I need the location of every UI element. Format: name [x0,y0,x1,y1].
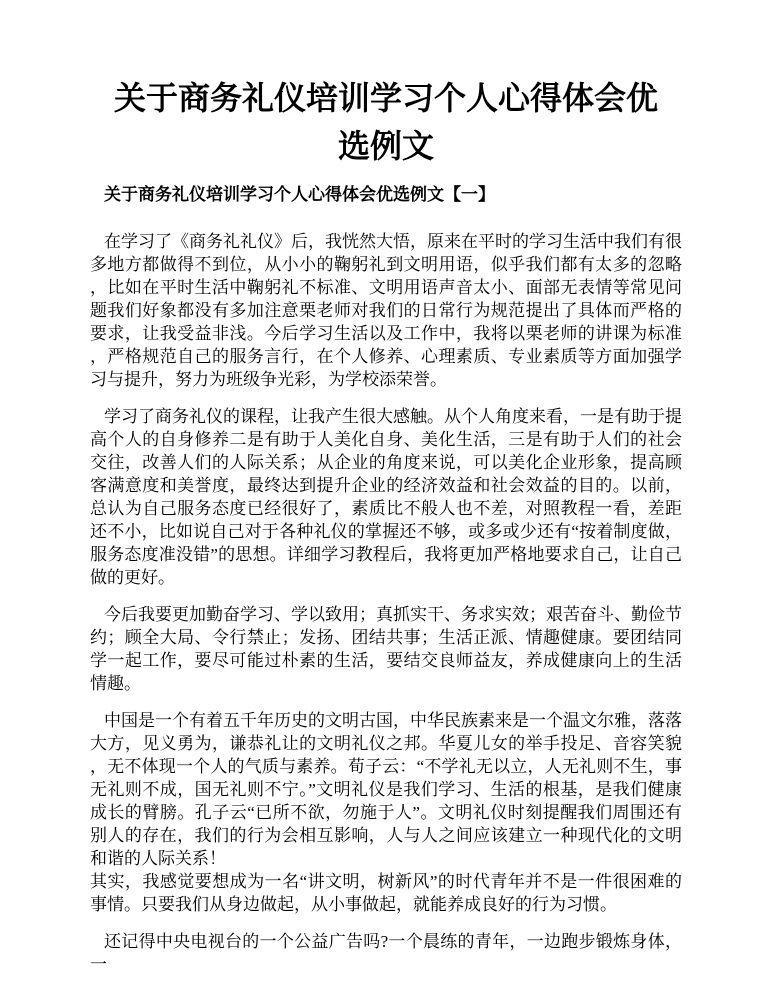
paragraph: 在学习了《商务礼礼仪》后，我恍然大悟，原来在平时的学习生活中我们有很多地方都做得不到位，从小小的鞠躬礼到文明用语，似乎我们都有太多的忽略，比如在平时生活中鞠躬礼不标准、文明用语声音太小、面部无表情等常见问题我们好象都没有多加注意栗老师对我们的日常行为规范提出了具体而严格的要求，让我受益非浅。今后学习生活以及工作中，我将以栗老师的讲课为标准，严格规范自己的服务言行，在个人修养、心理素质、专业素质等方面加强学习与提升，努力为班级争光彩，为学校添荣誉。 [90,232,682,389]
document-title: 关于商务礼仪培训学习个人心得体会优选例文 [113,80,658,164]
paragraphs [90,230,682,976]
paragraph: 其实，我感觉要想成为一名“讲文明，树新风”的时代青年并不是一件很困难的事情。只要我们从身边做起，从小事做起，就能养成良好的行为习惯。 [90,872,682,914]
paragraph: 还记得中央电视台的一个公益广告吗?一个晨练的青年，一边跑步锻炼身体，一 [90,932,682,974]
section-heading: 关于商务礼仪培训学习个人心得体会优选例文【一】 [104,185,495,204]
paragraph: 今后我要更加勤奋学习、学以致用；真抓实干、务求实效；艰苦奋斗、勤俭节约；顾全大局、令行禁止；发扬、团结共事；生活正派、情趣健康。要团结同学一起工作，要尽可能过朴素的生活，要结交良师益友，养成健康向上的生活情趣。 [90,605,682,693]
paragraph: 学习了商务礼仪的课程，让我产生很大感触。从个人角度来看，一是有助于提高个人的自身修养二是有助于人美化自身、美化生活，三是有助于人们的社会交往，改善人们的人际关系；从企业的角度来说，可以美化企业形象，提高顾客满意度和美誉度，最终达到提升企业的经济效益和社会效益的目的。以前，总认为自己服务态度已经很好了，素质比不般人也不差，对照教程一看，差距还不小，比如说自己对于各种礼仪的掌握还不够，或多或少还有“按着制度做，服务态度准没错”的思想。详细学习教程后，我将更加严格地要求自己，让自己做的更好。 [90,407,682,587]
paragraph: 中国是一个有着五千年历史的文明古国，中华民族素来是一个温文尔雅，落落大方，见义勇为，谦恭礼让的文明礼仪之邦。华夏儿女的举手投足、音容笑貌，无不体现一个人的气质与素养。荀子云：“不学礼无以立，人无礼则不生，事无礼则不成，国无礼则不宁。”文明礼仪是我们学习、生活的根基，是我们健康成长的臂膀。孔子云“已所不欲，勿施于人”。文明礼仪时刻提醒我们周围还有别人的存在，我们的行为会相互影响，人与人之间应该建立一种现代化的文明和谐的人际关系！ [90,711,682,868]
